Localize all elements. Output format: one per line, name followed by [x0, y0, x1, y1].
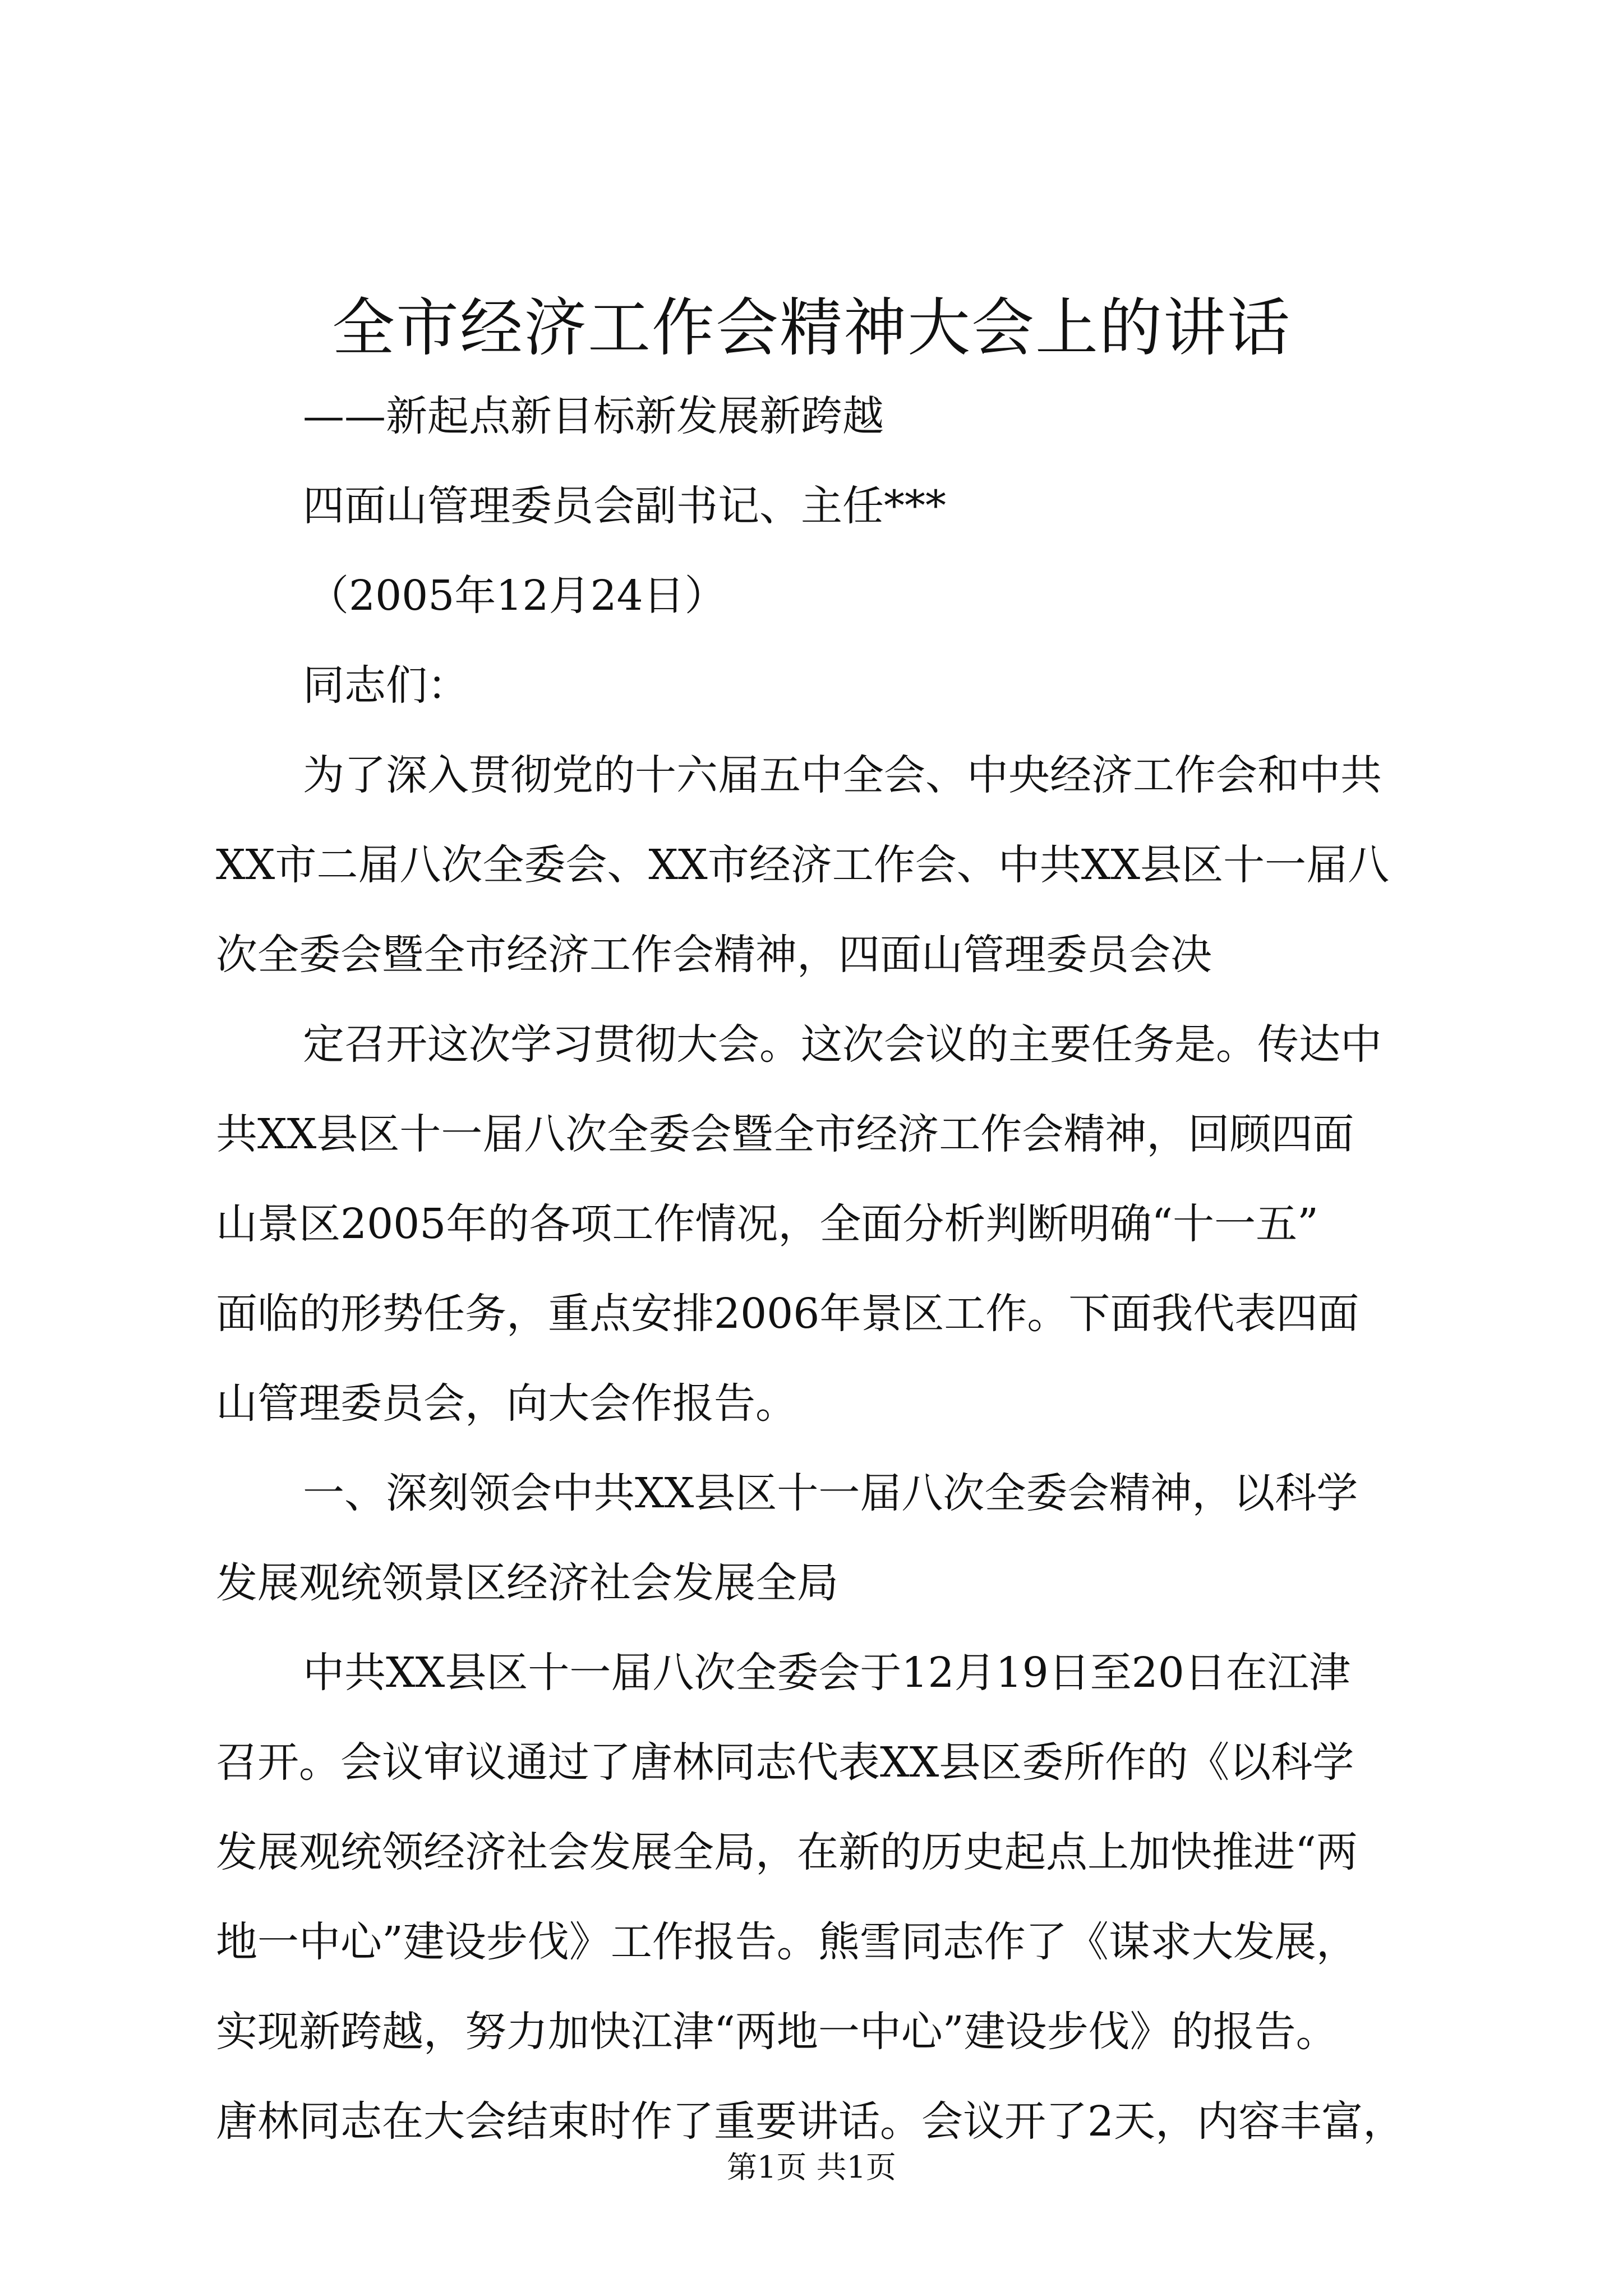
paragraph-2-line: 定召开这次学习贯彻大会。这次会议的主要任务是。传达中 — [303, 1020, 1382, 1069]
speech-date: （2005年12月24日） — [307, 572, 726, 620]
section-heading-line: 发展观统领景区经济社会发展全局 — [216, 1559, 838, 1607]
page-footer: 第1页 共1页 — [727, 2150, 896, 2185]
paragraph-2-line: 面临的形势任务，重点安排2006年景区工作。下面我代表四面 — [216, 1290, 1359, 1338]
salutation: 同志们： — [303, 661, 469, 710]
paragraph-3-line: 实现新跨越，努力加快江津“两地一中心”建设步伐》的报告。 — [216, 2008, 1338, 2056]
paragraph-2-line: 山景区2005年的各项工作情况，全面分析判断明确“十一五” — [216, 1200, 1318, 1248]
paragraph-2-line: 共XX县区十一届八次全委会暨全市经济工作会精神，回顾四面 — [216, 1110, 1354, 1158]
paragraph-3-line: 中共XX县区十一届八次全委会于12月19日至20日在江津 — [303, 1649, 1350, 1697]
paragraph-1-line: 为了深入贯彻党的十六届五中全会、中央经济工作会和中共 — [303, 751, 1382, 799]
paragraph-1-line: 次全委会暨全市经济工作会精神，四面山管理委员会决 — [216, 931, 1212, 979]
paragraph-3-line: 地一中心”建设步伐》工作报告。熊雪同志作了《谋求大发展， — [216, 1918, 1358, 1966]
paragraph-3-line: 召开。会议审议通过了唐林同志代表XX县区委所作的《以科学 — [216, 1738, 1354, 1787]
document-title: 全市经济工作会精神大会上的讲话 — [332, 292, 1291, 365]
paragraph-3-line: 唐林同志在大会结束时作了重要讲话。会议开了2天，内容丰富， — [216, 2097, 1405, 2146]
paragraph-2-line: 山管理委员会，向大会作报告。 — [216, 1379, 797, 1428]
paragraph-1-line: XX市二届八次全委会、XX市经济工作会、中共XX县区十一届八 — [216, 841, 1390, 889]
document-subtitle: ——新起点新目标新发展新跨越 — [303, 392, 884, 440]
section-heading-line: 一、深刻领会中共XX县区十一届八次全委会精神，以科学 — [303, 1469, 1358, 1517]
paragraph-3-line: 发展观统领经济社会发展全局，在新的历史起点上加快推进“两 — [216, 1828, 1358, 1876]
speaker-line: 四面山管理委员会副书记、主任*** — [303, 482, 946, 530]
